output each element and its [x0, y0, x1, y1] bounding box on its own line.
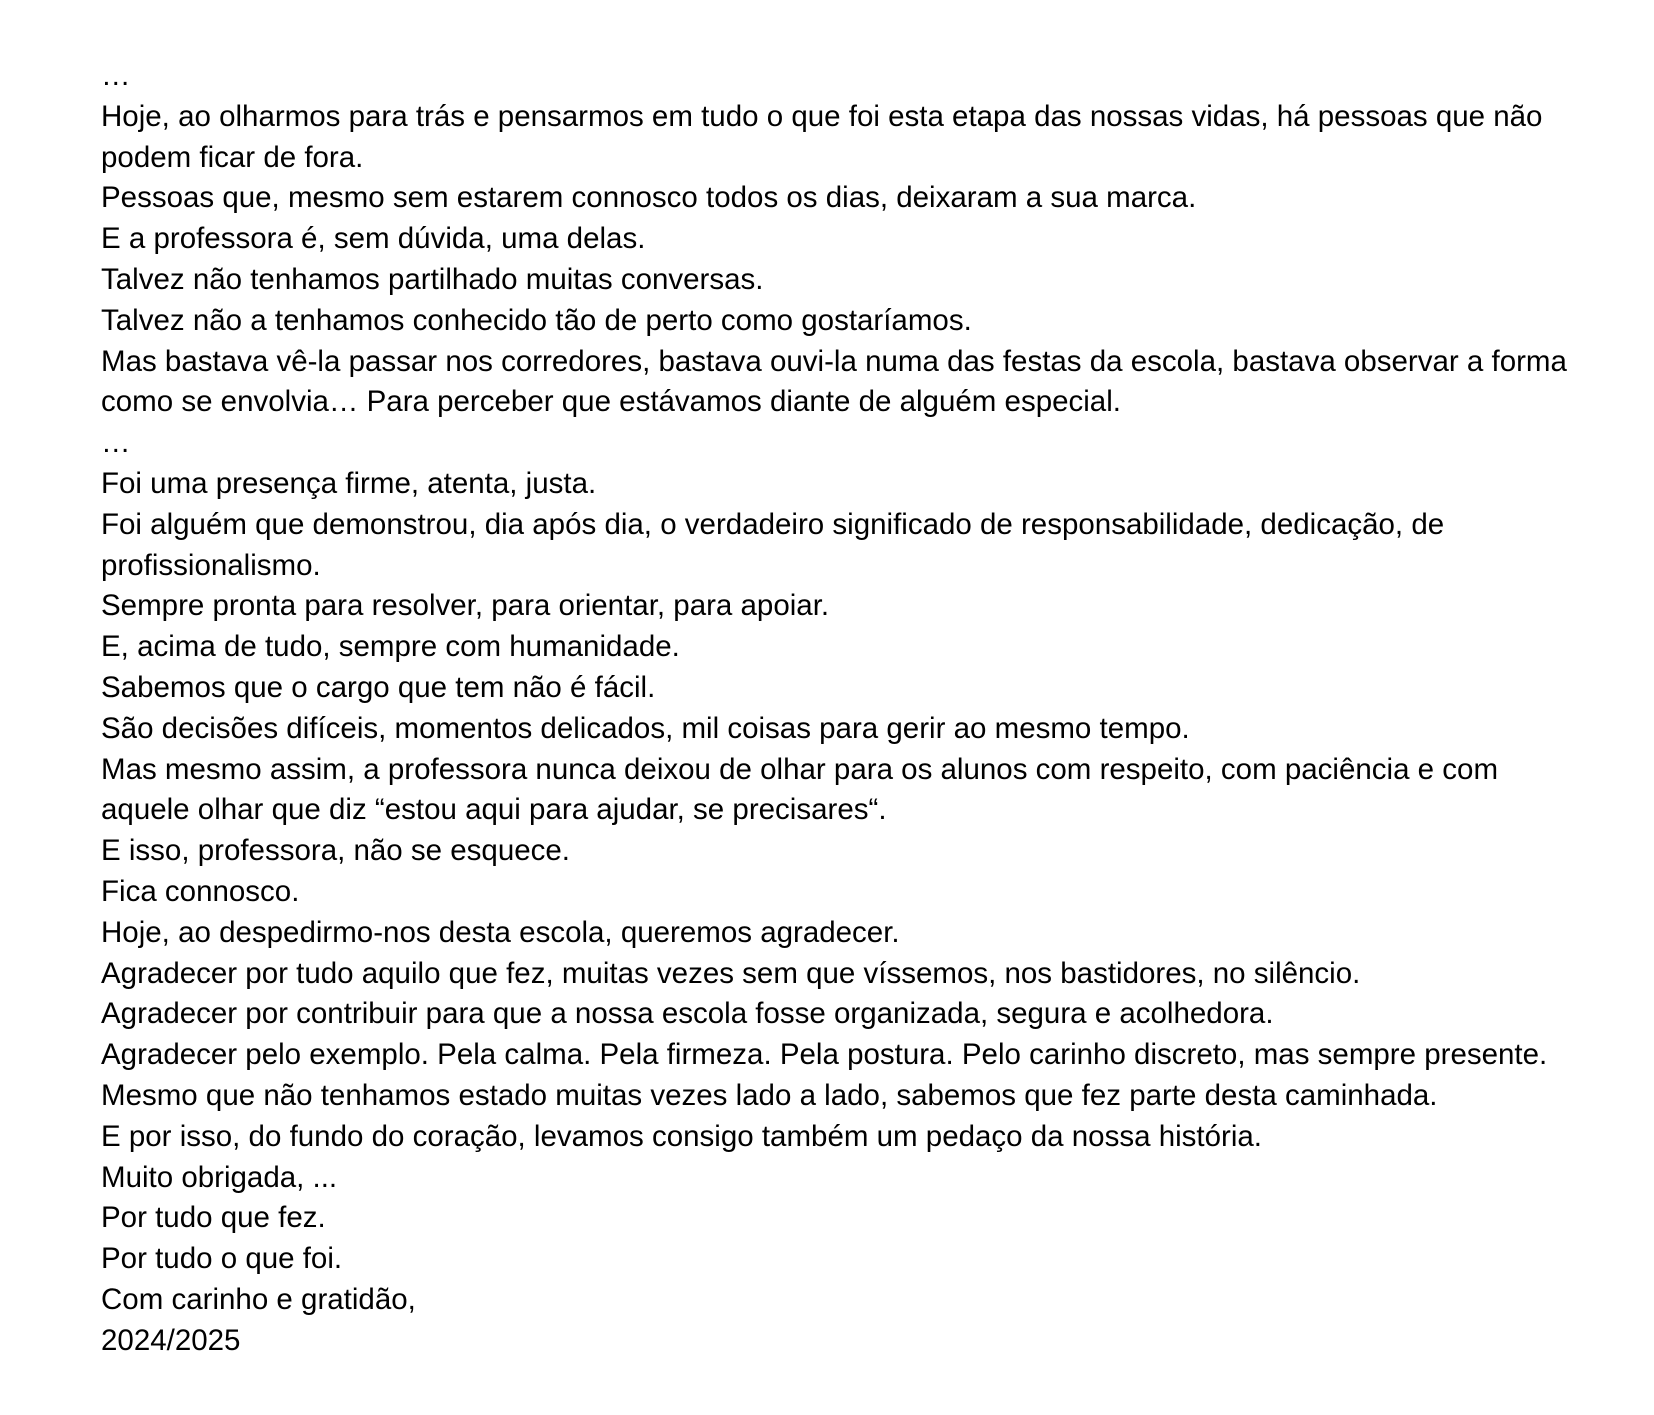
- closing-line: Por tudo o que foi.: [101, 1242, 343, 1276]
- paragraph-line: Hoje, ao despedirmo-nos desta escola, queremos agradecer.: [101, 915, 900, 949]
- ellipsis-line: …: [101, 426, 131, 460]
- paragraph-line: Mas bastava vê-la passar nos corredores, bastava ouvi-la numa das festas da escola, bastava observar a forma como se envolvia… Para perceber que estávamos diante de alguém especial.: [101, 344, 1576, 419]
- paragraph-line: E por isso, do fundo do coração, levamos consigo também um pedaço da nossa história.: [101, 1119, 1262, 1153]
- paragraph-line: Foi alguém que demonstrou, dia após dia, o verdadeiro significado de responsabilidade, dedicação, de profissionalismo.: [101, 507, 1453, 582]
- document-body: [101, 56, 1581, 1362]
- closing-line: Por tudo que fez.: [101, 1201, 326, 1235]
- signature-line: Com carinho e gratidão,: [101, 1282, 416, 1316]
- paragraph-line: Mas mesmo assim, a professora nunca deixou de olhar para os alunos com respeito, com paciência e com aquele olhar que diz “estou aqui para ajudar, se precisares“.: [101, 752, 1507, 827]
- paragraph-line: Pessoas que, mesmo sem estarem connosco todos os dias, deixaram a sua marca.: [101, 181, 1197, 215]
- paragraph-line: Talvez não a tenhamos conhecido tão de perto como gostaríamos.: [101, 303, 972, 337]
- paragraph-line: Agradecer pelo exemplo. Pela calma. Pela firmeza. Pela postura. Pelo carinho discreto, mas sempre presente.: [101, 1038, 1548, 1072]
- paragraph-line: Talvez não tenhamos partilhado muitas conversas.: [101, 262, 764, 296]
- paragraph-line: E, acima de tudo, sempre com humanidade.: [101, 630, 680, 664]
- paragraph-line: Sabemos que o cargo que tem não é fácil.: [101, 670, 656, 704]
- paragraph-line: Hoje, ao olharmos para trás e pensarmos em tudo o que foi esta etapa das nossas vidas, há pessoas que não podem ficar de fora.: [101, 99, 1551, 174]
- paragraph-line: Agradecer por tudo aquilo que fez, muitas vezes sem que víssemos, nos bastidores, no silêncio.: [101, 956, 1361, 990]
- paragraph-line: Fica connosco.: [101, 874, 300, 908]
- paragraph-line: Agradecer por contribuir para que a nossa escola fosse organizada, segura e acolhedora.: [101, 997, 1274, 1031]
- paragraph-line: Sempre pronta para resolver, para orientar, para apoiar.: [101, 589, 830, 623]
- paragraph-line: E isso, professora, não se esquece.: [101, 834, 570, 868]
- closing-line: Muito obrigada, ...: [101, 1160, 338, 1194]
- paragraph-line: Foi uma presença firme, atenta, justa.: [101, 466, 597, 500]
- ellipsis-line: …: [101, 59, 131, 92]
- paragraph-line: Mesmo que não tenhamos estado muitas vezes lado a lado, sabemos que fez parte desta caminhada.: [101, 1078, 1438, 1112]
- paragraph-line: São decisões difíceis, momentos delicados, mil coisas para gerir ao mesmo tempo.: [101, 711, 1190, 745]
- school-year: 2024/2025: [101, 1323, 241, 1357]
- paragraph-line: E a professora é, sem dúvida, uma delas.: [101, 222, 646, 256]
